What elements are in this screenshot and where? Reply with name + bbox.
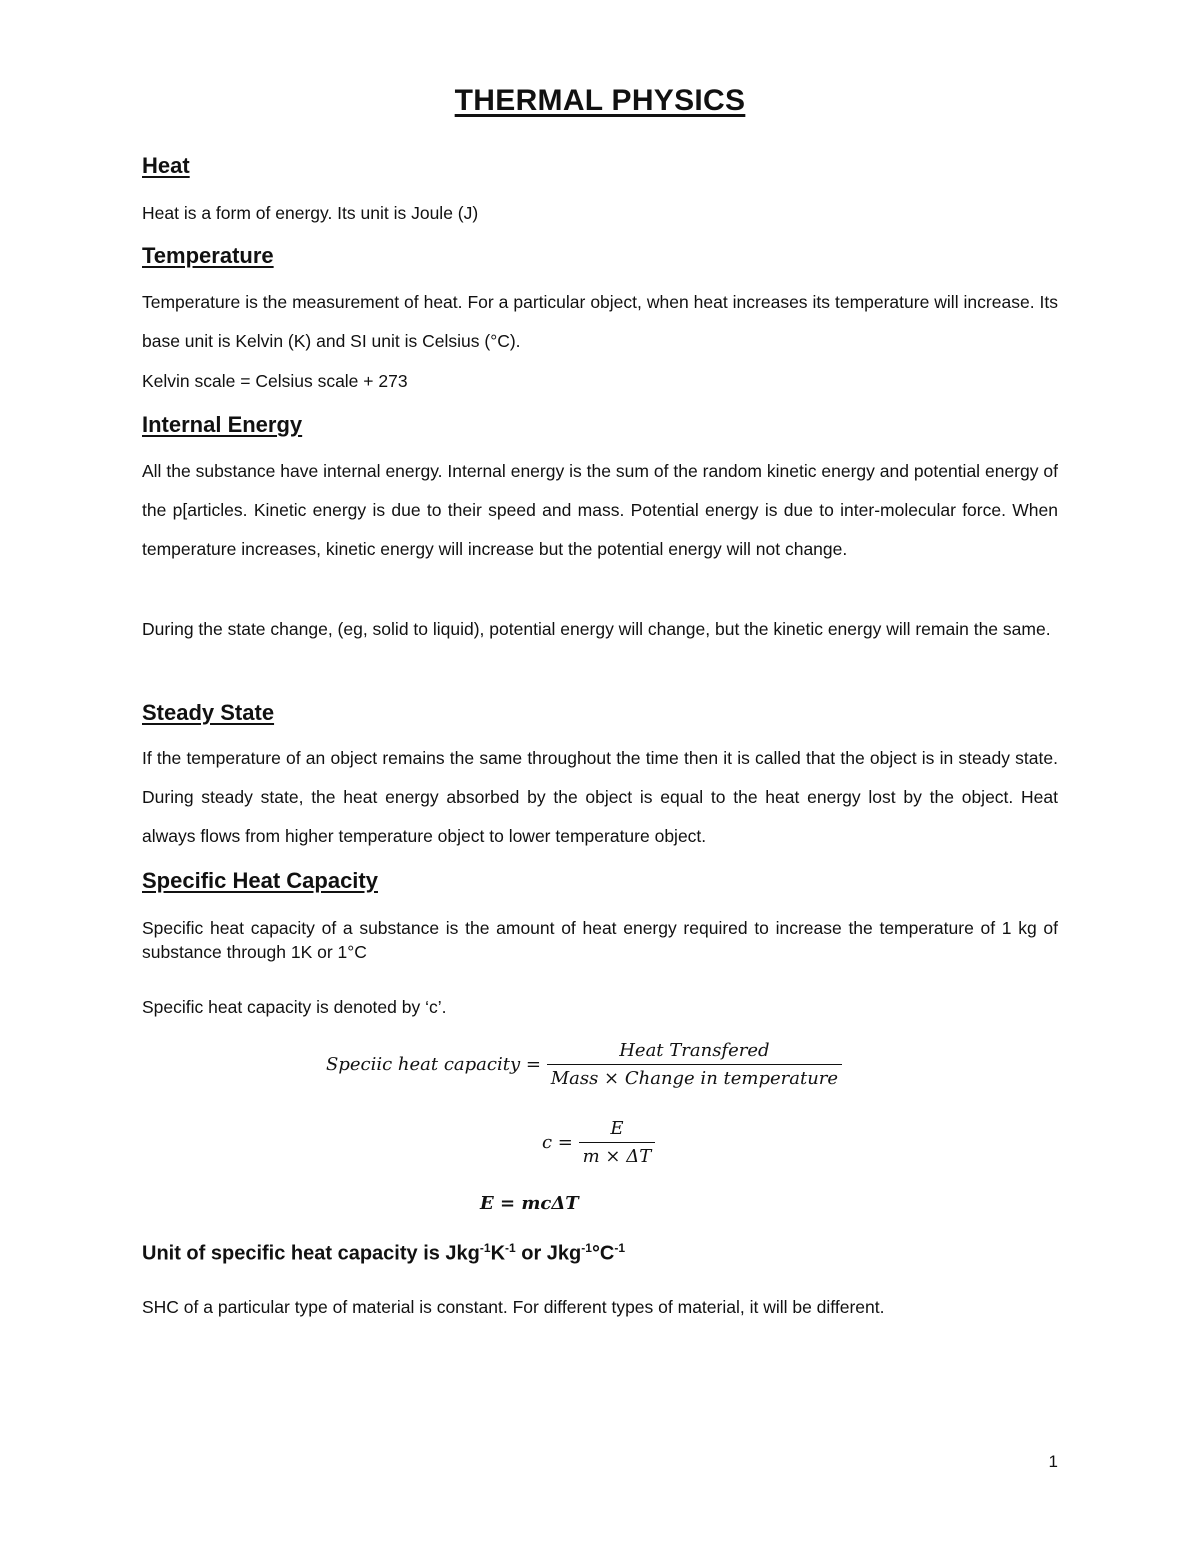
eq2-numerator: E bbox=[610, 1118, 624, 1139]
eq1-fraction bbox=[547, 1040, 842, 1089]
internal-energy-text-1: All the substance have internal energy. Internal energy is the sum of the random kinetic energy and potential energy of the p[articles. Kinetic energy is due to their speed and mass. Potential energy is due to inter-molecular force. When temperature increases, kinetic energy will increase but the potential energy will not change. bbox=[142, 461, 1058, 559]
document-title: THERMAL PHYSICS bbox=[454, 84, 746, 117]
heading-specific-heat-capacity: Specific Heat Capacity bbox=[142, 868, 378, 893]
shc-definition: Specific heat capacity of a substance is the amount of heat energy required to increase the temperature of 1 kg of substance through 1K or 1°C bbox=[142, 918, 1058, 962]
kelvin-scale-text: Kelvin scale = Celsius scale + 273 bbox=[142, 371, 408, 391]
eq1-lhs: Speciic heat capacity = bbox=[326, 1054, 541, 1075]
eq2-denominator: m × ΔT bbox=[579, 1142, 656, 1167]
heading-heat: Heat bbox=[142, 153, 190, 178]
steady-state-text: If the temperature of an object remains the same throughout the time then it is called that the object is in steady state. During steady state, the heat energy absorbed by the object is equal to the heat energy lost by the object. Heat always flows from higher temperature object to lower temperature object. bbox=[142, 748, 1058, 846]
c-equation bbox=[542, 1118, 655, 1167]
eq1-denominator: Mass × Change in temperature bbox=[547, 1064, 842, 1089]
heading-temperature: Temperature bbox=[142, 243, 274, 268]
shc-denoted-text: Specific heat capacity is denoted by ‘c’. bbox=[142, 997, 447, 1017]
heading-steady-state: Steady State bbox=[142, 700, 275, 725]
internal-energy-text-2: During the state change, (eg, solid to liquid), potential energy will change, but the kinetic energy will remain the same. bbox=[142, 619, 1051, 639]
eq2-lhs: c = bbox=[542, 1132, 573, 1153]
eq2-fraction bbox=[579, 1118, 656, 1167]
energy-equation: E = mcΔT bbox=[480, 1193, 579, 1214]
heading-internal-energy: Internal Energy bbox=[142, 412, 303, 437]
eq1-numerator: Heat Transfered bbox=[619, 1040, 770, 1061]
shc-equation bbox=[326, 1040, 842, 1089]
temperature-text: Temperature is the measurement of heat. For a particular object, when heat increases its temperature will increase. Its base unit is Kelvin (K) and SI unit is Celsius (°C). bbox=[142, 292, 1058, 351]
shc-closing-text: SHC of a particular type of material is constant. For different types of material, it will be different. bbox=[142, 1297, 885, 1317]
heat-text: Heat is a form of energy. Its unit is Joule (J) bbox=[142, 203, 479, 223]
document-page bbox=[142, 0, 1058, 1553]
shc-unit-statement: Unit of specific heat capacity is $Jkg^{-1}K^{-1}$ or $Jkg^{-1}^\circ C^{-1}$ bbox=[142, 1241, 626, 1265]
page-number: 1 bbox=[1048, 1452, 1058, 1471]
